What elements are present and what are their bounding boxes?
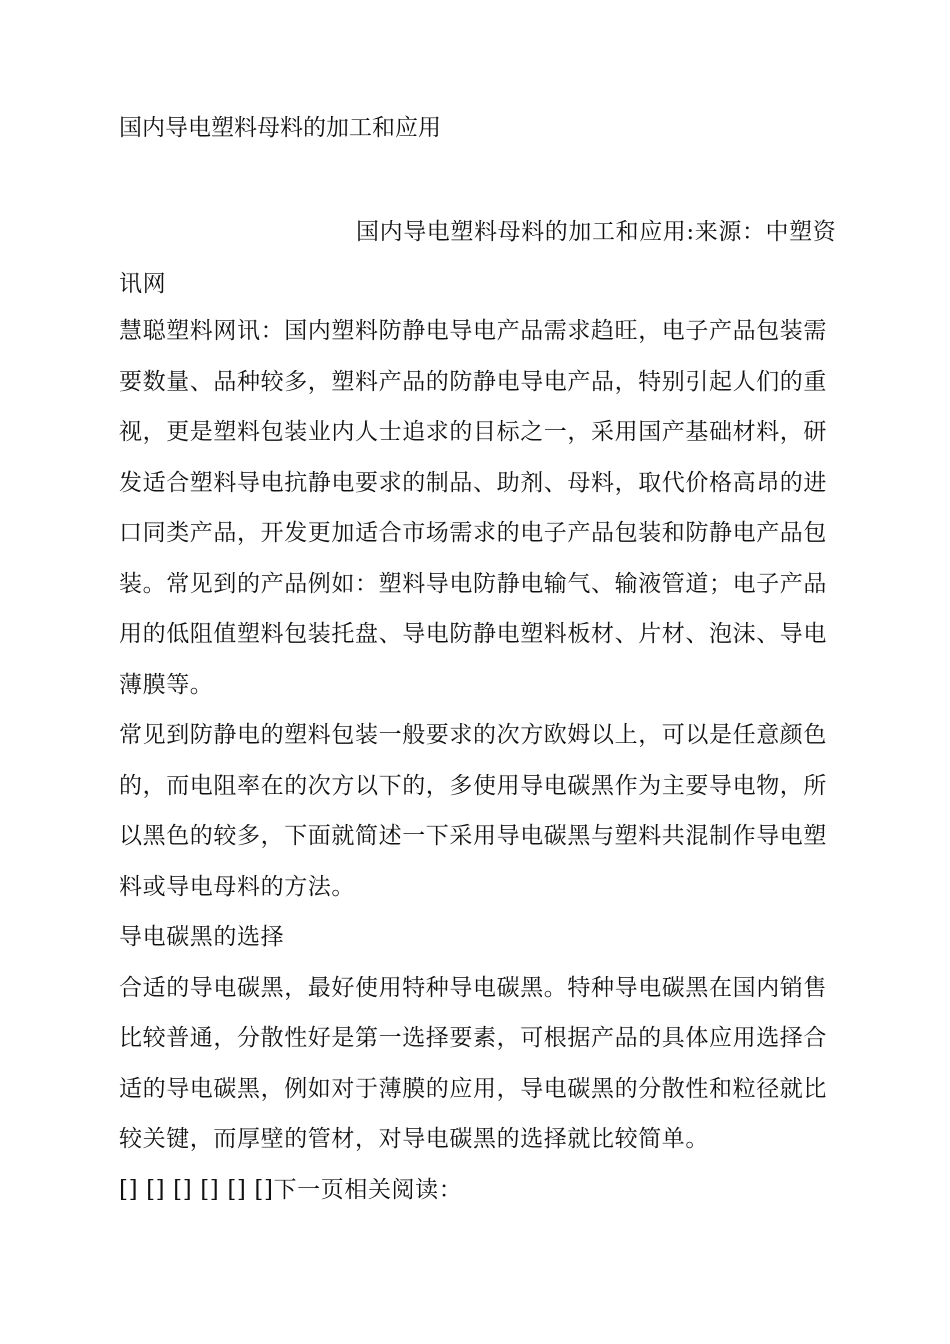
paragraph-antistatic: 常见到防静电的塑料包装一般要求的次方欧姆以上，可以是任意颜色的，而电阻率在的次方以下的，多使用导电碳黑作为主要导电物，所以黑色的较多，下面就简述一下采用导电碳黑与塑料共混制作导电塑料或导电母料的方法。 [119, 722, 827, 900]
source-line: 国内导电塑料母料的加工和应用:来源：中塑资讯网 [119, 219, 837, 297]
page-link-4[interactable]: [] [200, 1176, 220, 1203]
paragraph-carbon-black: 合适的导电碳黑，最好使用特种导电碳黑。特种导电碳黑在国内销售比较普通，分散性好是第一选择要素，可根据产品的具体应用选择合适的导电碳黑，例如对于薄膜的应用，导电碳黑的分散性和粒径就比较关键，而厚壁的管材，对导电碳黑的选择就比较简单。 [119, 974, 827, 1152]
page-link-3[interactable]: [] [173, 1176, 193, 1203]
page-link-2[interactable]: [] [146, 1176, 166, 1203]
document-body [119, 306, 849, 1215]
page-link-5[interactable]: [] [227, 1176, 247, 1203]
page-link-1[interactable]: [] [119, 1176, 139, 1203]
next-page-link[interactable]: 下一页 [273, 1176, 345, 1203]
paragraph-intro: 慧聪塑料网讯：国内塑料防静电导电产品需求趋旺，电子产品包装需要数量、品种较多，塑料产品的防静电导电产品，特别引起人们的重视，更是塑料包装业内人士追求的目标之一，采用国产基础材料，研发适合塑料导电抗静电要求的制品、助剂、母料，取代价格高昂的进口同类产品，开发更加适合市场需求的电子产品包装和防静电产品包装。常见到的产品例如：塑料导电防静电输气、输液管道；电子产品用的低阻值塑料包装托盘、导电防静电塑料板材、片材、泡沫、导电薄膜等。 [119, 318, 827, 698]
section-heading: 导电碳黑的选择 [119, 924, 285, 950]
related-reading-label: 相关阅读： [344, 1176, 463, 1203]
document-title: 国内导电塑料母料的加工和应用 [119, 115, 441, 141]
page-navigation [119, 1165, 849, 1216]
page-link-6[interactable]: [] [254, 1176, 274, 1203]
